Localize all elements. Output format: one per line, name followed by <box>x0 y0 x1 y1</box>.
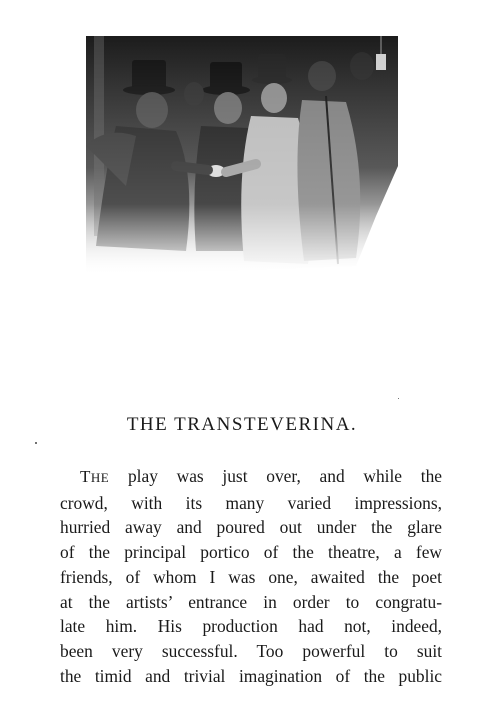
drop-cap: THE <box>80 467 110 486</box>
text-line: of the principal portico of the theatre, a few <box>60 542 442 563</box>
text-line: crowd, with its many varied impressions, <box>60 492 442 513</box>
text-line: THE play was just over, and while the <box>80 466 442 486</box>
body-paragraph <box>60 464 442 688</box>
chapter-illustration <box>76 36 398 276</box>
text-line: been very successful. Too powerful to suit <box>60 640 442 661</box>
page-speck <box>35 442 37 444</box>
text-line: late him. His production had not, indeed, <box>60 616 442 637</box>
engraving-crowd-icon <box>76 36 398 276</box>
page-speck <box>398 398 399 399</box>
text-line: friends, of whom I was one, awaited the poet <box>60 566 442 587</box>
text-line: the timid and trivial imagination of the public <box>60 665 442 686</box>
chapter-title: THE TRANSTEVERINA. <box>126 414 358 435</box>
text-line: hurried away and poured out under the glare <box>60 517 442 538</box>
text-line: at the artists’ entrance in order to congratu- <box>60 591 442 612</box>
